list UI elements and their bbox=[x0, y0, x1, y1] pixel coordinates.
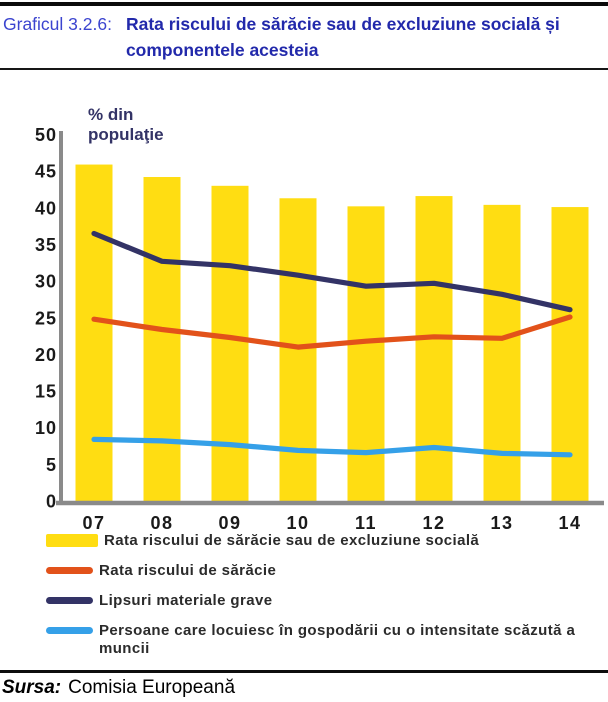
source-text: Comisia Europeană bbox=[68, 677, 236, 698]
y-tick-label: 25 bbox=[34, 308, 57, 329]
y-tick-label: 0 bbox=[45, 491, 57, 512]
legend-line-swatch bbox=[46, 597, 93, 604]
x-tick-label: 11 bbox=[354, 513, 378, 530]
legend-bar-swatch bbox=[46, 534, 98, 547]
legend-label: Rata riscului de sărăcie bbox=[99, 562, 277, 579]
y-tick-label: 20 bbox=[34, 344, 57, 365]
chart-header bbox=[0, 6, 608, 68]
bar bbox=[212, 186, 249, 501]
figure-number-label: Graficul 3.2.6: bbox=[3, 14, 112, 34]
legend-label: Rata riscului de sărăcie sau de excluziune socială bbox=[104, 532, 480, 549]
y-tick-label: 5 bbox=[45, 454, 57, 475]
y-tick-label: 10 bbox=[34, 418, 57, 439]
chart-legend bbox=[0, 532, 608, 658]
y-tick-label: 15 bbox=[34, 381, 57, 402]
legend-label: Lipsuri materiale grave bbox=[99, 592, 273, 609]
x-tick-label: 12 bbox=[422, 513, 446, 530]
bar bbox=[76, 165, 113, 501]
bar bbox=[348, 206, 385, 501]
bar bbox=[484, 205, 521, 501]
chart-title: Rata riscului de sărăcie sau de excluziune socială și componentele acesteia bbox=[125, 14, 560, 60]
x-tick-label: 07 bbox=[82, 513, 106, 530]
x-tick-label: 14 bbox=[558, 513, 582, 530]
x-tick-label: 13 bbox=[490, 513, 514, 530]
legend-line-swatch bbox=[46, 567, 93, 574]
legend-line-swatch bbox=[46, 627, 93, 634]
x-tick-label: 10 bbox=[286, 513, 310, 530]
legend-label: Persoane care locuiesc în gospodării cu o intensitate scăzută a muncii bbox=[99, 622, 576, 657]
y-tick-label: 35 bbox=[34, 234, 57, 255]
y-tick-label: 45 bbox=[34, 161, 57, 182]
y-tick-label: 40 bbox=[34, 198, 57, 219]
legend-item bbox=[46, 532, 608, 550]
y-tick-label: 30 bbox=[34, 271, 57, 292]
x-tick-label: 08 bbox=[150, 513, 174, 530]
legend-item bbox=[46, 562, 608, 580]
chart-canvas bbox=[0, 70, 608, 530]
bar bbox=[144, 177, 181, 501]
unit-label: % din bbox=[88, 105, 134, 124]
source-label: Sursa: bbox=[2, 677, 62, 698]
legend-item bbox=[46, 592, 608, 610]
legend-item bbox=[46, 622, 608, 658]
unit-label: populaţie bbox=[88, 125, 164, 144]
y-tick-label: 50 bbox=[34, 125, 57, 145]
x-tick-label: 09 bbox=[218, 513, 242, 530]
bar bbox=[416, 196, 453, 501]
source-line bbox=[0, 673, 608, 699]
